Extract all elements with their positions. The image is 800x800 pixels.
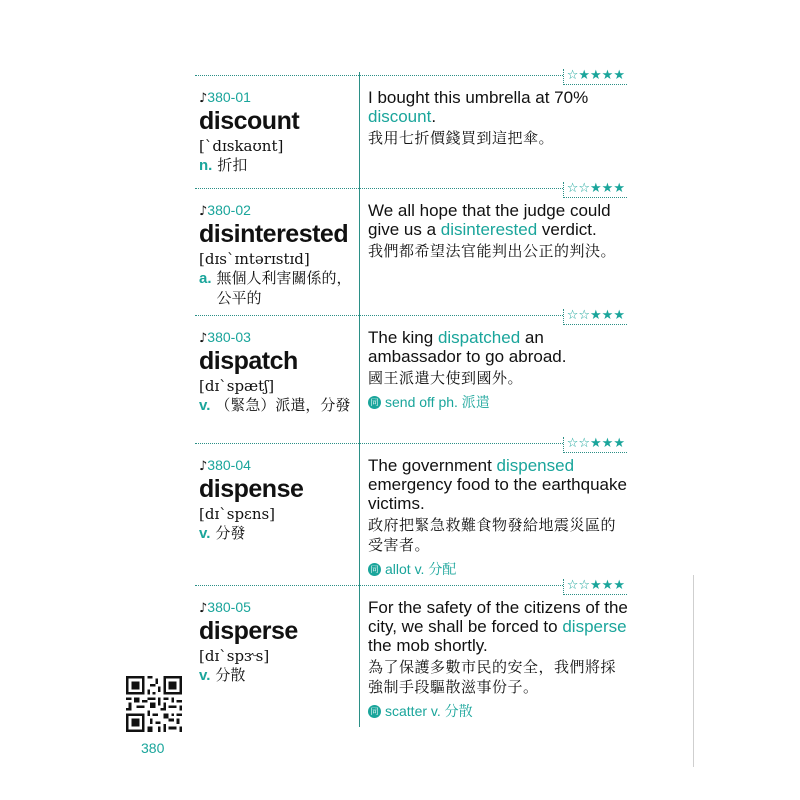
phonetic: [dɪsˋɪntərɪstɪd] — [199, 250, 310, 268]
example-sentence — [368, 598, 630, 655]
sentence-text: verdict. — [537, 220, 597, 239]
sentence-text: . — [431, 107, 437, 126]
synonym-icon: 同 — [368, 563, 381, 576]
definition-text: 分發 — [215, 525, 246, 542]
synonym-icon: 同 — [368, 705, 381, 718]
definition-text: 分散 — [215, 667, 246, 684]
translation: 我用七折價錢買到這把傘。 — [368, 130, 555, 147]
sentence-highlight: discount — [368, 107, 432, 126]
sentence-highlight: disperse — [562, 617, 627, 636]
sentence-text: the mob shortly. — [368, 636, 488, 655]
sentence-text: an ambassador to go abroad. — [368, 328, 567, 366]
sentence-text: I bought this umbrella at 70% — [368, 88, 589, 107]
synonym-icon: 同 — [368, 396, 381, 409]
headword: dispatch — [199, 347, 298, 375]
qr-code-icon[interactable] — [126, 676, 182, 732]
phonetic: [ˋdɪskaʊnt] — [199, 137, 284, 155]
sentence-text: emergency food to the earthquake victims. — [368, 475, 627, 513]
synonym-text: allot v. 分配 — [385, 561, 457, 577]
entry-number[interactable] — [199, 329, 359, 347]
entry-word-column — [199, 89, 359, 176]
entry-example-column — [368, 201, 630, 262]
entry-example-column — [368, 88, 630, 149]
column-divider-line — [359, 72, 360, 727]
audio-note-icon: ♪ — [199, 459, 208, 474]
entry-example-column — [368, 328, 630, 411]
entry-id: 380-01 — [207, 89, 251, 105]
entry-number[interactable] — [199, 89, 359, 107]
phonetic: [dɪˋspætʃ] — [199, 377, 275, 395]
synonym — [368, 560, 630, 578]
definition — [199, 269, 359, 309]
definition — [199, 666, 359, 686]
sentence-text: The king — [368, 328, 438, 347]
headword: dispense — [199, 475, 304, 503]
synonym — [368, 702, 630, 720]
entry-id: 380-05 — [207, 599, 251, 615]
difficulty-stars: ☆☆★★★ — [563, 437, 627, 453]
translation: 為了保護多數市民的安全，我們將採強制手段驅散滋事份子。 — [368, 659, 617, 696]
part-of-speech: v. — [199, 525, 211, 542]
entry-word-column — [199, 329, 359, 416]
entry-word-column — [199, 202, 359, 309]
headword: discount — [199, 107, 300, 135]
sentence-highlight: dispatched — [437, 328, 521, 347]
entry-id: 380-02 — [207, 202, 251, 218]
entry-number[interactable] — [199, 599, 359, 617]
example-sentence — [368, 456, 630, 513]
definition — [199, 156, 359, 176]
headword: disinterested — [199, 220, 349, 248]
example-sentence — [368, 88, 630, 126]
definition — [199, 524, 359, 544]
sentence-text: We all hope that the judge could give us a — [368, 201, 611, 239]
definition-text: 無個人利害關係的，公平的 — [216, 270, 352, 307]
entry-id: 380-04 — [207, 457, 251, 473]
translation: 政府把緊急救難食物發給地震災區的受害者。 — [368, 517, 617, 554]
entry-word-column — [199, 457, 359, 544]
audio-note-icon: ♪ — [199, 601, 208, 616]
entry-word-column — [199, 599, 359, 686]
entry-number[interactable] — [199, 202, 359, 220]
synonym — [368, 393, 630, 411]
sentence-text: For the safety of the citizens of the city, we shall be forced to — [368, 598, 628, 636]
audio-note-icon: ♪ — [199, 331, 208, 346]
part-of-speech: a. — [199, 270, 212, 287]
page-edge-line — [693, 575, 694, 767]
part-of-speech: n. — [199, 157, 213, 174]
entry-example-column — [368, 456, 630, 578]
example-sentence — [368, 201, 630, 239]
audio-note-icon: ♪ — [199, 204, 208, 219]
headword: disperse — [199, 617, 298, 645]
entry-number[interactable] — [199, 457, 359, 475]
page-number: 380 — [141, 740, 165, 756]
definition-text: （緊急）派遣，分發 — [215, 397, 351, 414]
synonym-text: scatter v. 分散 — [385, 703, 473, 719]
translation: 我們都希望法官能判出公正的判決。 — [368, 243, 617, 260]
translation: 國王派遣大使到國外。 — [368, 370, 524, 387]
sentence-highlight: dispensed — [496, 456, 575, 475]
sentence-highlight: disinterested — [440, 220, 538, 239]
phonetic: [dɪˋspɛns] — [199, 505, 276, 523]
audio-note-icon: ♪ — [199, 91, 208, 106]
example-sentence — [368, 328, 630, 366]
synonym-text: send off ph. 派遣 — [385, 394, 490, 410]
part-of-speech: v. — [199, 667, 211, 684]
difficulty-stars: ☆★★★★ — [563, 69, 627, 85]
difficulty-stars: ☆☆★★★ — [563, 182, 627, 198]
definition-text: 折扣 — [217, 157, 248, 174]
sentence-text: The government — [368, 456, 497, 475]
entry-id: 380-03 — [207, 329, 251, 345]
phonetic: [dɪˋspɝs] — [199, 647, 270, 665]
difficulty-stars: ☆☆★★★ — [563, 579, 627, 595]
entry-example-column — [368, 598, 630, 720]
definition — [199, 396, 359, 416]
difficulty-stars: ☆☆★★★ — [563, 309, 627, 325]
part-of-speech: v. — [199, 397, 211, 414]
